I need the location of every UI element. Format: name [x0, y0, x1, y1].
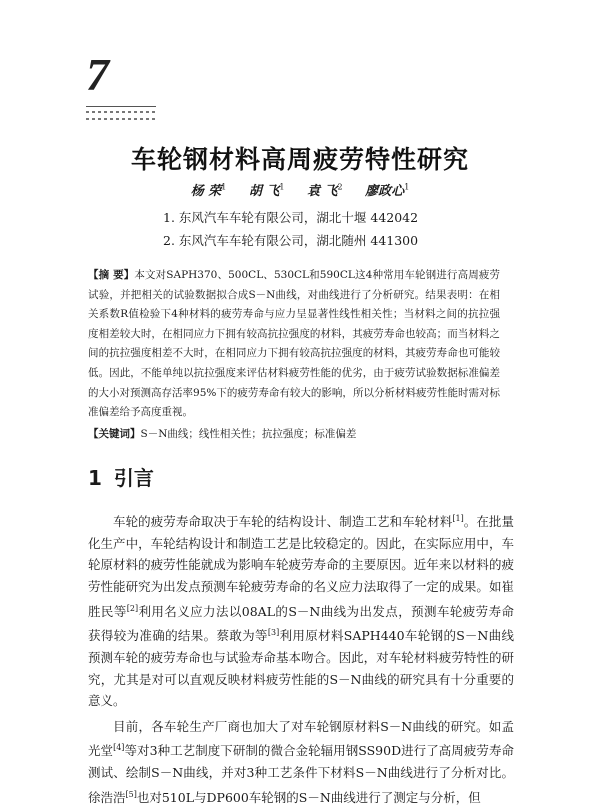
chapter-number: 7 [86, 49, 109, 100]
decor-dots [86, 118, 156, 120]
section-heading [88, 462, 154, 491]
decor-dots [86, 111, 156, 113]
section-title: 引言 [113, 466, 154, 490]
citation: [1] [452, 514, 464, 523]
affiliations [163, 206, 418, 252]
section-body [88, 508, 514, 809]
abstract [88, 266, 500, 444]
author: 袁 飞$^2$ [307, 182, 343, 199]
decor-line [86, 106, 156, 107]
chapter-decoration [86, 106, 156, 125]
affiliation: 1. 东风汽车车轮有限公司，湖北十堰 442042 [163, 210, 419, 225]
author: 廖政心$^1$ [365, 182, 410, 199]
abstract-paragraph [88, 266, 500, 423]
body-paragraph: 目前，各车轮生产厂商也加大了对车轮钢原材料S－N曲线的研究。如孟光堂[4]等对3种工艺制度下研制的微合金轮辐用钢SS90D进行了高周疲劳寿命测试、绘制S－N曲线，并对3种工艺条件下材料S－N曲线进行了分析对比。徐浩浩[5]也对510L与DP600车轮钢的S－N曲线进行了测定与分析，但 [88, 718, 514, 805]
affiliation: 2. 东风汽车车轮有限公司，湖北随州 441300 [163, 233, 419, 248]
citation: [3] [267, 628, 280, 638]
keywords [88, 425, 500, 445]
author: 胡 飞$^1$ [248, 182, 285, 199]
abstract-label: 【摘 要】 [88, 269, 135, 281]
citation: [5] [125, 789, 137, 799]
keywords-label: 【关键词】 [88, 427, 141, 440]
body-paragraph: 车轮的疲劳寿命取决于车轮的结构设计、制造工艺和车轮材料[1]。在批量化生产中，车轮结构设计和制造工艺是比较稳定的。因此，在实际应用中，车轮原材料的疲劳性能就成为影响车轮疲劳寿命的主要原因。近年来以材料的疲劳性能研究为出发点预测车轮疲劳寿命的名义应力法取得了一定的成果。如崔胜民等[2]利用名义应力法以08AL的S－N曲线为出发点，预测车轮疲劳寿命获得较为准确的结果。蔡敢为等[3]利用原材料SAPH440车轮钢的S－N曲线预测车轮的疲劳寿命也与试验寿命基本吻合。因此，对车轮材料疲劳特性的研究，尤其是对可以直观反映材料疲劳性能的S－N曲线的研究具有十分重要的意义。 [88, 514, 514, 709]
abstract-text: 本文对SAPH370、500CL、530CL和590CL这4种常用车轮钢进行高周疲劳试验，并把相关的试验数据拟合成S－N曲线，对曲线进行了分析研究。结果表明：在相关系数R值检验下4种材料的疲劳寿命与应力呈显著性线性相关性；当材料之间的抗拉强度相差较大时，在相同应力下拥有较高抗拉强度的材料，其疲劳寿命也较高；而当材料之间的抗拉强度相差不大时，在相同应力下拥有较高抗拉强度的材料，其疲劳寿命也可能较低。因此，不能单纯以抗拉强度来评估材料疲劳性能的优劣，由于疲劳试验数据标准偏差的大小对预测高存活率95%下的疲劳寿命有较大的影响，所以分析材料疲劳性能时需对标准偏差给予高度重视。 [88, 269, 500, 419]
paper-title: 车轮钢材料高周疲劳特性研究 [130, 145, 469, 174]
citation: [2] [126, 603, 139, 613]
author-list [0, 180, 600, 199]
author: 杨 荣$^1$ [190, 182, 227, 199]
section-number: 1 [88, 466, 102, 490]
citation: [4] [113, 743, 125, 753]
keywords-text: S－N曲线；线性相关性；抗拉强度；标准偏差 [140, 427, 357, 440]
